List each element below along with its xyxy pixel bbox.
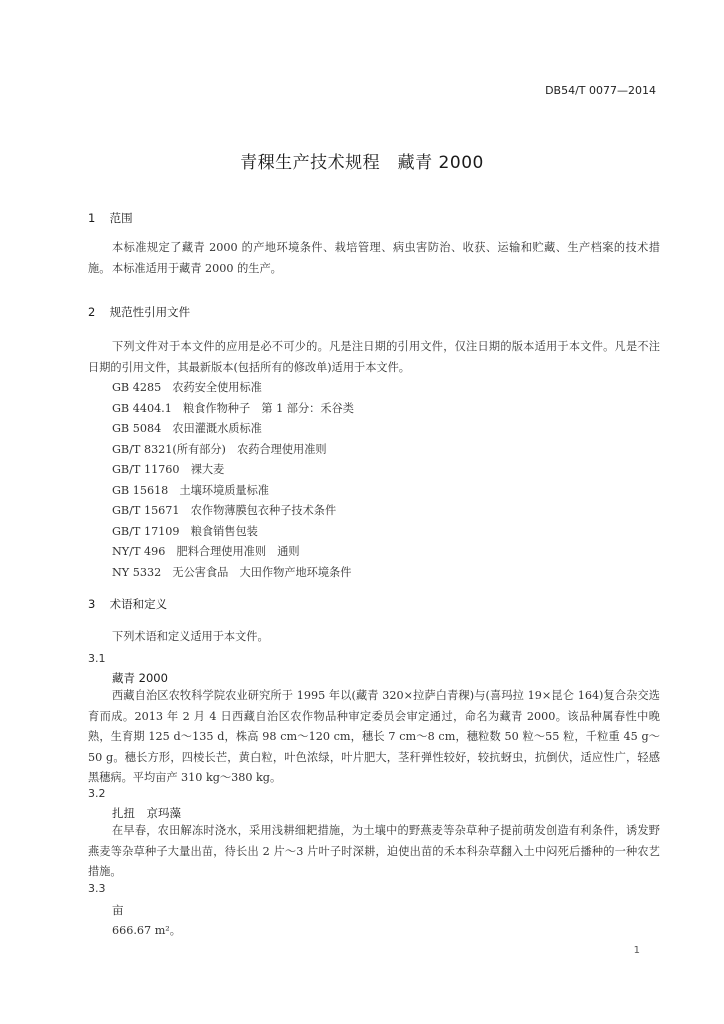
term-definition: 666.67 m²。: [112, 924, 181, 937]
reference-item: GB/T 8321(所有部分) 农药合理使用准则: [112, 442, 327, 456]
document-title: 青稞生产技术规程 藏青 2000: [240, 153, 484, 173]
term-number: 3.3: [88, 882, 106, 895]
term-name: 扎扭 京玛藻: [112, 806, 181, 820]
section-heading-scope: [88, 210, 133, 226]
term-definition: 在早春，农田解冻时浇水，采用浅耕细耙措施，为土壤中的野燕麦等杂草种子提前萌发创造有利条件，诱发野燕麦等杂草种子大量出苗，待长出 2 片～3 片叶子时深耕，迫使出苗的禾本科杂草翻入土中闷死后播种的一种农艺措施。: [88, 824, 660, 878]
section-heading-terms: [88, 596, 167, 612]
reference-item: GB/T 17109 粮食销售包装: [112, 524, 258, 538]
reference-item: GB 15618 土壤环境质量标准: [112, 483, 269, 497]
section-number: 1: [88, 211, 96, 225]
section-title: 术语和定义: [109, 597, 168, 611]
scope-paragraph-2: 本标准适用于藏青 2000 的生产。: [112, 262, 282, 275]
section-heading-references: [88, 304, 190, 320]
reference-item: GB 4404.1 粮食作物种子 第 1 部分：禾谷类: [112, 401, 354, 415]
reference-item: NY/T 496 肥料合理使用准则 通则: [112, 545, 300, 558]
term-number: 3.2: [88, 787, 106, 800]
term-name: 亩: [112, 903, 124, 917]
document-number: DB54/T 0077—2014: [545, 84, 656, 97]
page-number: 1: [633, 945, 640, 956]
reference-item: GB 5084 农田灌溉水质标准: [112, 422, 262, 435]
reference-item: GB/T 11760 裸大麦: [112, 463, 225, 476]
section-title: 规范性引用文件: [109, 305, 191, 319]
section-number: 2: [88, 305, 96, 319]
section-number: 3: [88, 597, 96, 611]
term-number: 3.1: [88, 652, 106, 665]
term-name: 藏青 2000: [112, 671, 168, 685]
references-intro: 下列文件对于本文件的应用是必不可少的。凡是注日期的引用文件，仅注日期的版本适用于本文件。凡是不注日期的引用文件，其最新版本(包括所有的修改单)适用于本文件。: [88, 340, 660, 374]
term-definition: 西藏自治区农牧科学院农业研究所于 1995 年以(藏青 320×拉萨白青稞)与(喜玛拉 19×昆仑 164)复合杂交选育而成。2013 年 2 月 4 日西藏自治区农作物品种审定委员会审定通过，命名为藏青 2000。该品种属春性中晚熟，生育期 125 d～135 d，株高 98 cm～120 cm，穗长 7 cm～8 cm，穗粒数 50 粒～55 粒，千粒重 45 g～50 g。穗长方形，四棱长芒，黄白粒，叶色浓绿，叶片肥大，茎秆弹性较好，较抗蚜虫，抗倒伏，适应性广，轻感黑穗病。平均亩产 310 kg～380 kg。: [88, 689, 660, 784]
reference-item: GB/T 15671 农作物薄膜包衣种子技术条件: [112, 504, 337, 517]
reference-item: GB 4285 农药安全使用标准: [112, 381, 262, 394]
reference-list: [112, 378, 354, 583]
terms-intro: 下列术语和定义适用于本文件。: [112, 630, 269, 643]
reference-item: NY 5332 无公害食品 大田作物产地环境条件: [112, 565, 352, 579]
scope-paragraph-1: 本标准规定了藏青 2000 的产地环境条件、栽培管理、病虫害防治、收获、运输和贮藏、生产档案的技术措施。: [88, 241, 660, 275]
section-title: 范围: [109, 211, 133, 225]
